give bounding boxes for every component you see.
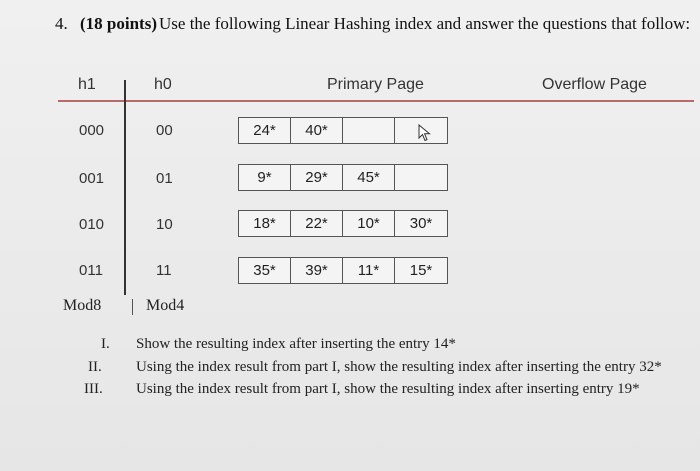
- mod4-label: Mod4: [146, 297, 185, 314]
- subquestion-text: Using the index result from part I, show the resulting index after inserting entry 19*: [136, 381, 640, 397]
- bucket-entry: 24*: [239, 118, 291, 143]
- subquestion-number: I.: [101, 336, 110, 352]
- row-h0-value: 10: [156, 216, 173, 233]
- question-text: Use the following Linear Hashing index and answer the questions that follow:: [159, 14, 691, 33]
- bucket-entry: 18*: [239, 211, 291, 236]
- bucket-01: [238, 164, 448, 191]
- mod8-label: Mod8: [63, 297, 102, 314]
- bucket-entry: 9*: [239, 165, 291, 190]
- bucket-entry: 45*: [343, 165, 395, 190]
- subquestion-text: Using the index result from part I, show the resulting index after inserting the entry 32*: [136, 359, 662, 375]
- subquestion-text: Show the resulting index after inserting the entry 14*: [136, 336, 456, 352]
- column-divider: [124, 80, 126, 295]
- bucket-entry: 29*: [291, 165, 343, 190]
- question-number: 4.: [55, 14, 68, 33]
- row-h1-value: 011: [79, 262, 103, 279]
- mouse-pointer-icon: [418, 124, 432, 142]
- bucket-entry: 22*: [291, 211, 343, 236]
- bucket-entry: 15*: [409, 262, 433, 279]
- row-h1-value: 000: [79, 122, 105, 139]
- bucket-entry: 30*: [409, 215, 433, 232]
- row-h1-value: 010: [79, 216, 105, 233]
- bucket-entry: [395, 165, 447, 190]
- mod-divider: [132, 299, 133, 315]
- row-h0-value: 00: [156, 122, 173, 139]
- bucket-entry: [343, 118, 395, 143]
- subquestion-number: II.: [88, 359, 102, 375]
- row-h0-value: 11: [156, 262, 172, 279]
- bucket-10: [238, 210, 448, 237]
- row-h0-value: 01: [156, 170, 173, 187]
- bucket-entry: 35*: [239, 258, 291, 283]
- row-h1-value: 001: [79, 170, 105, 187]
- bucket-entry: 10*: [343, 211, 395, 236]
- header-divider: [58, 100, 694, 102]
- header-primary-page: Primary Page: [327, 76, 424, 93]
- header-h1: h1: [78, 76, 96, 93]
- bucket-entry: 40*: [291, 118, 343, 143]
- question-points: (18 points): [80, 14, 157, 33]
- bucket-entry: 39*: [291, 258, 343, 283]
- header-h0: h0: [154, 76, 172, 93]
- header-overflow-page: Overflow Page: [542, 76, 647, 93]
- bucket-00: [238, 117, 448, 144]
- bucket-11: [238, 257, 448, 284]
- subquestion-number: III.: [84, 381, 103, 397]
- bucket-entry: 11*: [343, 258, 395, 283]
